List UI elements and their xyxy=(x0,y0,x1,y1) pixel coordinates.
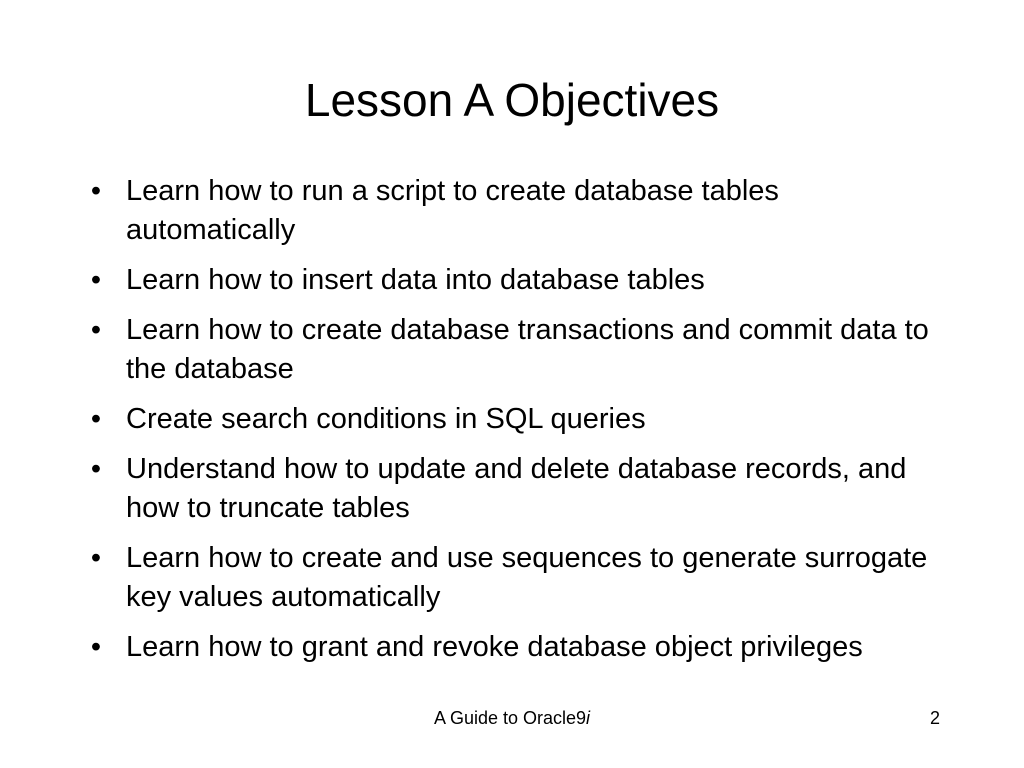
list-item-text: Learn how to create database transactions and commit data to the database xyxy=(126,314,929,385)
footer-text xyxy=(412,707,612,729)
slide-title: Lesson A Objectives xyxy=(304,74,720,126)
list-item-text: Learn how to run a script to create database tables automatically xyxy=(126,175,779,246)
objectives-list xyxy=(86,172,936,678)
bullet-icon: • xyxy=(90,175,102,207)
bullet-icon: • xyxy=(90,264,102,296)
bullet-icon: • xyxy=(90,453,102,485)
bullet-icon: • xyxy=(90,314,102,346)
list-item xyxy=(86,539,936,617)
list-item xyxy=(86,400,936,439)
list-item xyxy=(86,172,936,250)
bullet-icon: • xyxy=(90,403,102,435)
bullet-icon: • xyxy=(90,631,102,663)
footer-text-italic: i xyxy=(586,708,591,728)
list-item-text: Learn how to create and use sequences to generate surrogate key values automatically xyxy=(126,542,928,613)
list-item-text: Learn how to insert data into database tables xyxy=(126,264,705,296)
list-item-text: Learn how to grant and revoke database object privileges xyxy=(126,631,863,663)
list-item xyxy=(86,261,936,300)
footer-text-main: A Guide to Oracle9 xyxy=(433,708,587,728)
list-item xyxy=(86,628,936,667)
list-item-text: Understand how to update and delete database records, and how to truncate tables xyxy=(126,453,907,524)
list-item-text: Create search conditions in SQL queries xyxy=(126,403,646,435)
list-item xyxy=(86,450,936,528)
list-item xyxy=(86,311,936,389)
page-number: 2 xyxy=(929,708,940,728)
bullet-icon: • xyxy=(90,542,102,574)
